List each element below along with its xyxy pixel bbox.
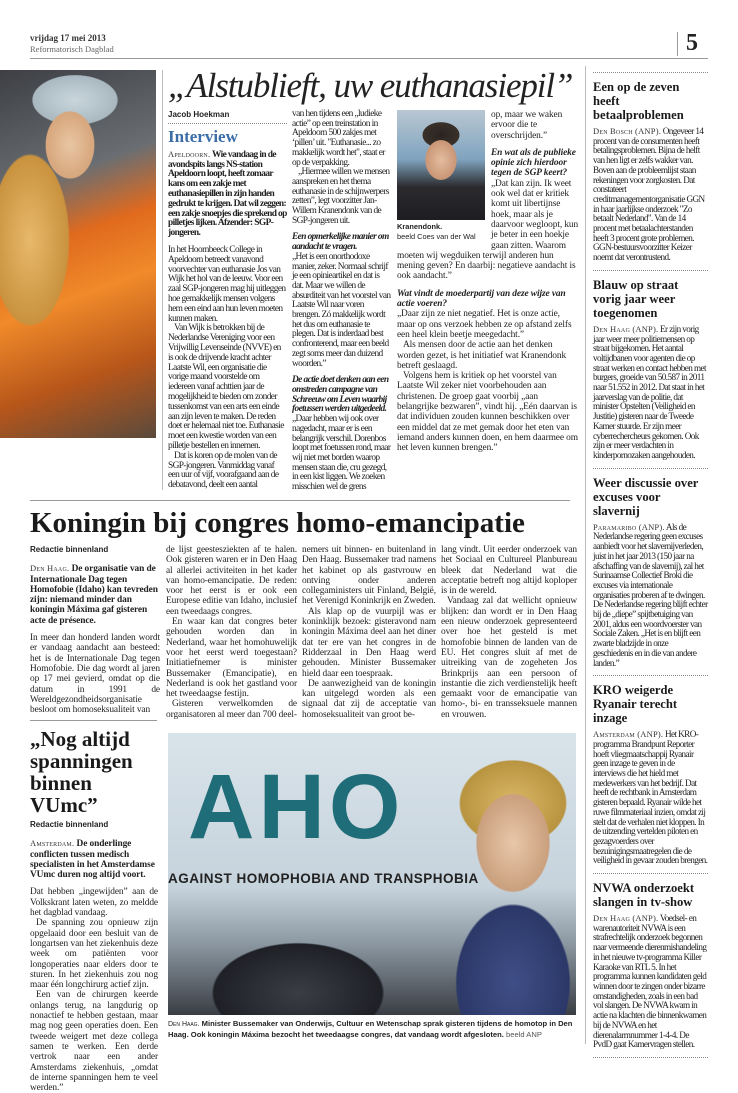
photo-banner-text: AGAINST HOMOPHOBIA AND TRANSPHOBIA (168, 871, 479, 886)
homotop-conference-photo (168, 733, 576, 1015)
sidebar-end-rule (593, 1057, 708, 1058)
header-divider (677, 32, 678, 56)
caption-dateline: Den Haag. (168, 1021, 200, 1028)
byline: Redactie binnenland (30, 545, 109, 554)
paragraph: „Daar zijn ze niet negatief. Het is onze actie, maar op ons verzoek hebben ze op afstand zelfs een heel klein beetje meegedacht.” (397, 309, 572, 340)
section-rule (30, 500, 570, 501)
top-article-col-1 (168, 110, 287, 491)
top-article-col-3 (397, 110, 580, 454)
dateline: Amsterdam. (30, 838, 75, 849)
vumc-article-headline: „Nog altijd spanningen binnen VUmc” (30, 727, 133, 817)
caption-name: Kranendonk. (397, 222, 443, 231)
article-lead: Wie vandaag in de avondspits langs NS-station Apeldoorn loopt, heeft zomaar kans om een zakje met euthanasiepillen in zijn handen gedrukt te krijgen. Dat wil zeggen: een zakje snoepjes die sprekend op pilletjes lijken. Afzender: SGP-jongeren. (168, 149, 287, 239)
woman-with-helmet-photo (0, 70, 156, 438)
dateline: Amsterdam (ANP). (593, 729, 664, 740)
news-brief-title: KRO weigerde Ryanair terecht inzage (593, 683, 678, 726)
paragraph: nemers uit binnen- en buitenland in Den Haag. Bussemaker trad namens het kabinet op als gastvrouw en ontving onder anderen collegaministers uit Finland, België, het Verenigd Koninkrijk en Zweden. (302, 545, 436, 607)
news-brief (593, 72, 708, 270)
caption-credit: beeld ANP (506, 1030, 542, 1039)
vumc-article-body (30, 820, 158, 1093)
byline: Jacob Hoekman (168, 110, 287, 124)
paragraph: Van Wijk is betrokken bij de Nederlandse Vereniging voor een Vrijwillig Levenseinde (NVVE) en is ook de drijvende kracht achter Laatste Wil, een organisatie die vorige maand voorstelde om iedereen vanaf achttien jaar de mogelijkheid te bieden om zonder tussenkomst van een arts een einde aan zijn leven te maken. De reden doet er helemaal niet toe. Euthanasie moet een kwestie worden van een pilletje bestellen en innemen. (168, 323, 284, 451)
news-brief-text: Er zijn vorig jaar weer meer politiemensen op straat bijgekomen. Het aantal voltijdbanen voor agenten die op straat werken en contact hebben met burgers, groeide van 50.587 in 2011 naar 51.552 in 2012. Dat staat in het jaarverslag van de politie, dat minister Opstelten (Veiligheid en Justitie) gisteren naar de Tweede Kamer stuurde. Er zijn meer cyberrechercheurs gekomen. Ook zijn er meer verdachten in kinderpornozaken aangehouden. (593, 323, 706, 460)
article-lead: De organisatie van de Internationale Dag tegen Homofobie (Idaho) kan tevreden zijn: niemand minder dan koningin Máxima gaf gisteren acte de présence. (30, 564, 158, 626)
dateline: Den Haag (ANP). (593, 323, 659, 334)
paragraph: De spanning zou opnieuw zijn opgelaaid door een besluit van de longartsen van het ziekenhuis deze week om patiënten voor longoperaties naar elders door te sturen. In het ziekenhuis zou nog maar één longchirurg actief zijn. (30, 918, 158, 991)
paragraph: „Daar hebben wij ook over nagedacht, maar er is een belangrijk verschil. Dorenbos loopt met foetussen rond, maar wij niet met borden waarop mensen staan die, cru gezegd, in een kist liggen. We zoeken misschien wel de grens (292, 414, 391, 493)
article-lead: De onderlinge conflicten tussen medisch specialisten in het Amsterdamse VUmc duren nog altijd voort. (30, 839, 155, 881)
kranendonk-photo-block (397, 110, 485, 241)
main-article-col-2 (166, 545, 297, 720)
news-brief-text: Voedsel- en warenautoriteit NVWA is een strafrechtelijk onderzoek begonnen naar vermeende dierenmishandeling in het nieuwe tv-programma Killer Karaoke van RTL 5. In het programma kunnen kandidaten geld winnen door te zingen onder bizarre omstandigheden, zoals in een bad vol slangen. De NVWA kwam in actie na klachten die binnenkwamen bij de NVWA en het dierenalarmnummer 1-4-4. De PvdD gaat Kamervragen stellen. (593, 913, 707, 1050)
page-number: 5 (686, 30, 698, 56)
publication-name: Reformatorisch Dagblad (30, 44, 114, 54)
paragraph: Gisteren verwelkomden de organisatoren al meer dan 700 deel- (166, 699, 297, 720)
news-brief-text: Het KRO-programma Brandpunt Reporter hoeft vliegmaatschappij Ryanair geen inzage te geven in de interviews die het hield met medewerkers van het bedrijf. Dat heeft de rechtbank in Amsterdam gisteren bepaald. Ryanair wilde het ruwe filmmateriaal inzien, omdat zij stelt dat de verhalen niet kloppen. In de uitzending vertelden piloten en gezagvoerders over bezuinigingsmaatregelen die de veiligheid in gevaar zouden brengen. (593, 729, 708, 866)
paragraph: In het Hoornbeeck College in Apeldoorn betreedt vanavond voorvechter van euthanasie Jos van Wijk het hol van de leeuw. Voor een zaal SGP-jongeren mag hij uitleggen hoe gemakkelijk mensen volgens hem een eind aan hun leven moeten kunnen maken. (168, 244, 286, 324)
paragraph: Volgens hem is kritiek op het voorstel van Laatste Wil zeker niet voorbehouden aan christenen. De groep gaat voorbij „aan belangrijke bezwaren”, vindt hij. „Eén daarvan is dat individuen zouden kunnen beschikken over een middel dat ze met gemak door het eten van iemand anders kunnen doen, en hem daarmee om het leven kunnen brengen.” (397, 371, 578, 454)
news-brief-title: Een op de zeven heeft betaalproblemen (593, 80, 684, 122)
news-brief (593, 270, 708, 468)
news-briefs-sidebar (593, 72, 708, 1058)
interview-question: Wat vindt de moederpartij van deze wijze van actie voeren? (397, 288, 566, 310)
top-article-headline: „Alstublieft, uw euthanasiepil” (168, 66, 573, 105)
sidebar-divider (585, 66, 586, 1044)
paragraph: In meer dan honderd landen wordt er vandaag aandacht aan besteed: het is de Internationale Dag tegen Homofobie. Die dag wordt al jaren op 17 mei gevierd, omdat op die datum in 1991 de Wereldgezondheidsorganisatie besloot om homoseksualiteit van (30, 633, 160, 716)
main-article-col-3 (302, 545, 436, 720)
caption-text: Minister Bussemaker van Onderwijs, Cultuur en Wetenschap sprak gisteren tijdens de homotop in Den Haag. Ook koningin Máxima bezocht het tweedaagse congres, dat vandaag wordt afgesloten. (168, 1019, 573, 1039)
photo-caption (168, 1019, 578, 1040)
paragraph: Als klap op de vuurpijl was er koninklijk bezoek: gisteravond nam koningin Máxima deel aan het diner dat ter ere van het congres in de Ridderzaal in Den Haag werd gehouden. Minister Bussemaker hield daar een toespraak. (302, 606, 436, 679)
paragraph: En waar kan dat congres beter gehouden worden dan in Nederland, waar het homohuwelijk voor het eerst werd toegestaan? Initiatiefnemer is minister Bussemaker (Emancipatie), en Nederland is ook het gastland voor het tweedaagse festijn. (166, 617, 297, 700)
news-brief-text: Ongeveer 14 procent van de consumenten heeft betalingsproblemen. Bijna de helft van hen ligt er zelfs wakker van. Boven aan de probleemlijst staan rekeningen voor zorgkosten. Dat constateert creditmanagementorganisatie GGN in haar jaarlijkse onderzoek "Zo betaalt Nederland". Van de 14 procent met betaalachterstanden heeft 3 procent grote problemen. GGN-bestuursvoorzitter Keizer noemt dat verontrustend. (593, 126, 705, 263)
news-brief (593, 873, 708, 1057)
paragraph: „Dat kan zijn. Ik weet ook wel dat er kritiek komt uit libertijnse hoek, maar als je daarvoor wegloopt, kun je beter in een hoekje gaan zitten. Waarom moeten wij wegduiken terwijl anderen hun mening geven? En daarbij: negatieve aandacht is ook aandacht.” (397, 178, 579, 282)
paragraph: van hen tijdens een „ludieke actie” op een treinstation in Apeldoorn 500 zakjes met ‘pillen’ uit. "Euthanasie... zo makkelijk wordt het", staat er op de verpakking. (292, 109, 385, 168)
interview-question: De actie doet denken aan een omstreden campagne van Schreeuw om Leven waarbij foetussen werden uitgedeeld. (292, 375, 389, 415)
photo-banner-letters: AHO (188, 756, 405, 858)
interview-question: Een opmerkelijke manier om aandacht te vragen. (292, 232, 389, 253)
kranendonk-portrait-photo (397, 110, 485, 220)
paragraph: lang vindt. Uit eerder onderzoek van het Sociaal en Cultureel Planbureau bleek dat Nederland wat die acceptatie betreft nog altijd koploper is in de wereld. (441, 545, 577, 597)
column-divider (162, 70, 163, 490)
paragraph: op, maar we waken ervoor die te overschrijden.” (491, 110, 563, 141)
paragraph: „Het is een onorthodoxe manier, zeker. Normaal schrijf je een opinieartikel en dat is dat. Maar we willen de absurditeit van het voorstel van Laatste Wil naar voren brengen. Zó makkelijk wordt het dus om euthanasie te plegen. Dat is inderdaad best confronterend, maar een beeld zegt soms meer dan duizend woorden.” (292, 251, 391, 369)
section-rule (30, 720, 157, 721)
interview-question: En wat als de publieke opinie zich hierdoor tegen de SGP keert? (491, 147, 576, 179)
dateline: Apeldoorn. (168, 148, 211, 159)
paragraph: Dat is koren op de molen van de SGP-jongeren. Vanmiddag vanaf een uur of vijf, voorafgaand aan de debatavond, deelt een aantal (168, 450, 279, 491)
photo-caption (397, 222, 485, 241)
interview-label: Interview (168, 126, 238, 146)
paragraph: Een van de chirurgen keerde onlangs terug, na langdurig op nonactief te hebben gestaan, maar mag nog geen operaties doen. Een tweede weigert met deze collega samen te werken. Een derde vertrok naar een ander Amsterdams ziekenhuis, „omdat de interne spanningen hem te veel werden.” (30, 990, 158, 1093)
news-brief-title: Weer discussie over excuses voor slavernij (593, 475, 699, 518)
dateline: Den Bosch (ANP). (593, 126, 662, 136)
main-article-col-4 (441, 545, 577, 720)
paragraph: Vandaag zal dat wellicht opnieuw blijken: dan wordt er in Den Haag een nieuw onderzoek gepresenteerd over hoe het gesteld is met homofobie binnen de landen van de EU. Het congres sluit af met de uitreiking van de zogeheten Jos Brinkprijs aan een persoon of instantie die zich verdienstelijk heeft gemaakt voor de emancipatie van homo-, bi- en transseksuele mannen en vrouwen. (441, 596, 577, 720)
byline: Redactie binnenland (30, 820, 109, 829)
main-article-headline: Koningin bij congres homo-emancipatie (30, 507, 525, 539)
paragraph: „Hiermee willen we mensen aanspreken en het thema euthanasie in de schijnwerpers zetten”, legt voorzitter Jan-Willem Kranendonk van de SGP-jongeren uit. (292, 167, 390, 226)
news-brief-title: Blauw op straat vorig jaar weer toegenomen (593, 277, 679, 320)
news-brief-title: NVWA onderzoekt slangen in tv-show (593, 881, 695, 910)
top-article-col-2 (292, 110, 392, 493)
paragraph: Als mensen door de actie aan het denken worden gezet, is het initiatief wat Kranendonk betreft geslaagd. (397, 340, 567, 371)
news-brief-text: Als de Nederlandse regering geen excuses aanbiedt voor het slavernijverleden, juist in het jaar 2013 (150 jaar na afschaffing van de slavernij), zal het Surinaamse Collectief Broki die excuses via internationale organisaties proberen af te dwingen. De Nederlandse regering blijft echter bij de „diepe” spijtbetuiging van 2001, aldus een woordvoerster van Sociale Zaken. „Het is en blijft een zwarte bladzijde in onze geschiedenis en in die van andere landen.” (593, 521, 708, 668)
caption-credit: beeld Coes van der Wal (397, 231, 476, 241)
dateline: Paramaribo (ANP). (593, 521, 665, 532)
header-rule (30, 58, 708, 59)
dateline: Den Haag (ANP). (593, 913, 659, 924)
paragraph: De aanwezigheid van de koningin kan uitgelegd worden als een signaal dat zij de acceptatie van homoseksualiteit van groot be- (302, 678, 436, 720)
paragraph: Dat hebben „ingewijden” aan de Volkskrant laten weten, zo meldde het dagblad vandaag. (30, 887, 158, 919)
issue-date: vrijdag 17 mei 2013 (30, 33, 106, 43)
paragraph: de lijst geestesziekten af te halen. Ook gisteren waren er in Den Haag al allerlei activiteiten in het kader van homo-emancipatie. De reden: voor het eerst is er ook een Europese editie van Idaho, inclusief een tweedaags congres. (166, 545, 297, 617)
main-article-col-1 (30, 545, 160, 715)
dateline: Den Haag. (30, 563, 70, 574)
news-brief (593, 675, 708, 873)
news-brief (593, 468, 708, 676)
